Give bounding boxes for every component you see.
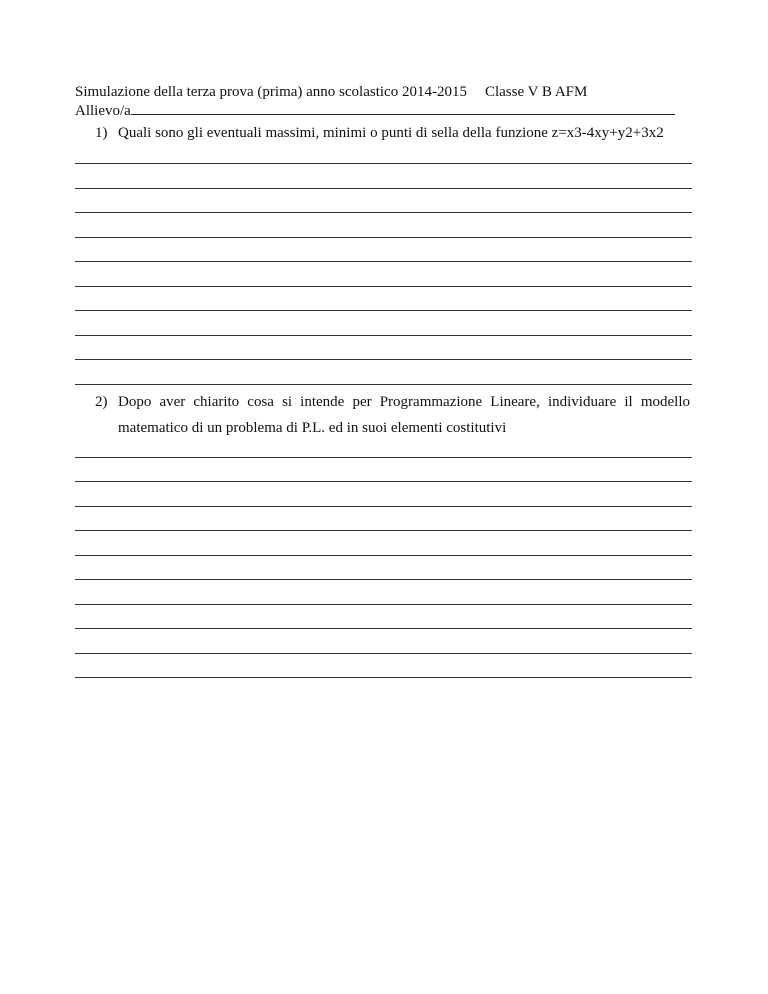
answer-line[interactable]	[75, 555, 692, 556]
exam-title: Simulazione della terza prova (prima) anno scolastico 2014-2015	[75, 84, 467, 100]
answer-line[interactable]	[75, 677, 692, 678]
answer-line[interactable]	[75, 237, 692, 238]
answer-line[interactable]	[75, 335, 692, 336]
student-name-field[interactable]	[131, 100, 675, 115]
answer-line[interactable]	[75, 457, 692, 458]
answer-line[interactable]	[75, 359, 692, 360]
class-label: Classe V B AFM	[484, 84, 588, 100]
student-name-row	[75, 100, 675, 120]
question-number: 2)	[95, 394, 108, 410]
question-number: 1)	[95, 125, 108, 141]
student-label: Allievo/a	[75, 103, 131, 119]
answer-line[interactable]	[75, 310, 692, 311]
answer-line[interactable]	[75, 506, 692, 507]
answer-line[interactable]	[75, 481, 692, 482]
answer-line[interactable]	[75, 653, 692, 654]
question-text: Dopo aver chiarito cosa si intende per Programmazione Lineare, individuare il modello matematico di un problema di P.L. ed in suoi elementi costitutivi	[118, 394, 690, 436]
answer-line[interactable]	[75, 212, 692, 213]
question-text: Quali sono gli eventuali massimi, minimi o punti di sella della funzione z=x3-4xy+y2+3x2	[118, 125, 664, 141]
answer-line[interactable]	[75, 163, 692, 164]
answer-line[interactable]	[75, 261, 692, 262]
answer-line[interactable]	[75, 604, 692, 605]
answer-line[interactable]	[75, 579, 692, 580]
exam-header	[75, 83, 587, 101]
answer-line[interactable]	[75, 384, 692, 385]
answer-line[interactable]	[75, 530, 692, 531]
answer-line[interactable]	[75, 188, 692, 189]
answer-line[interactable]	[75, 286, 692, 287]
answer-line[interactable]	[75, 628, 692, 629]
